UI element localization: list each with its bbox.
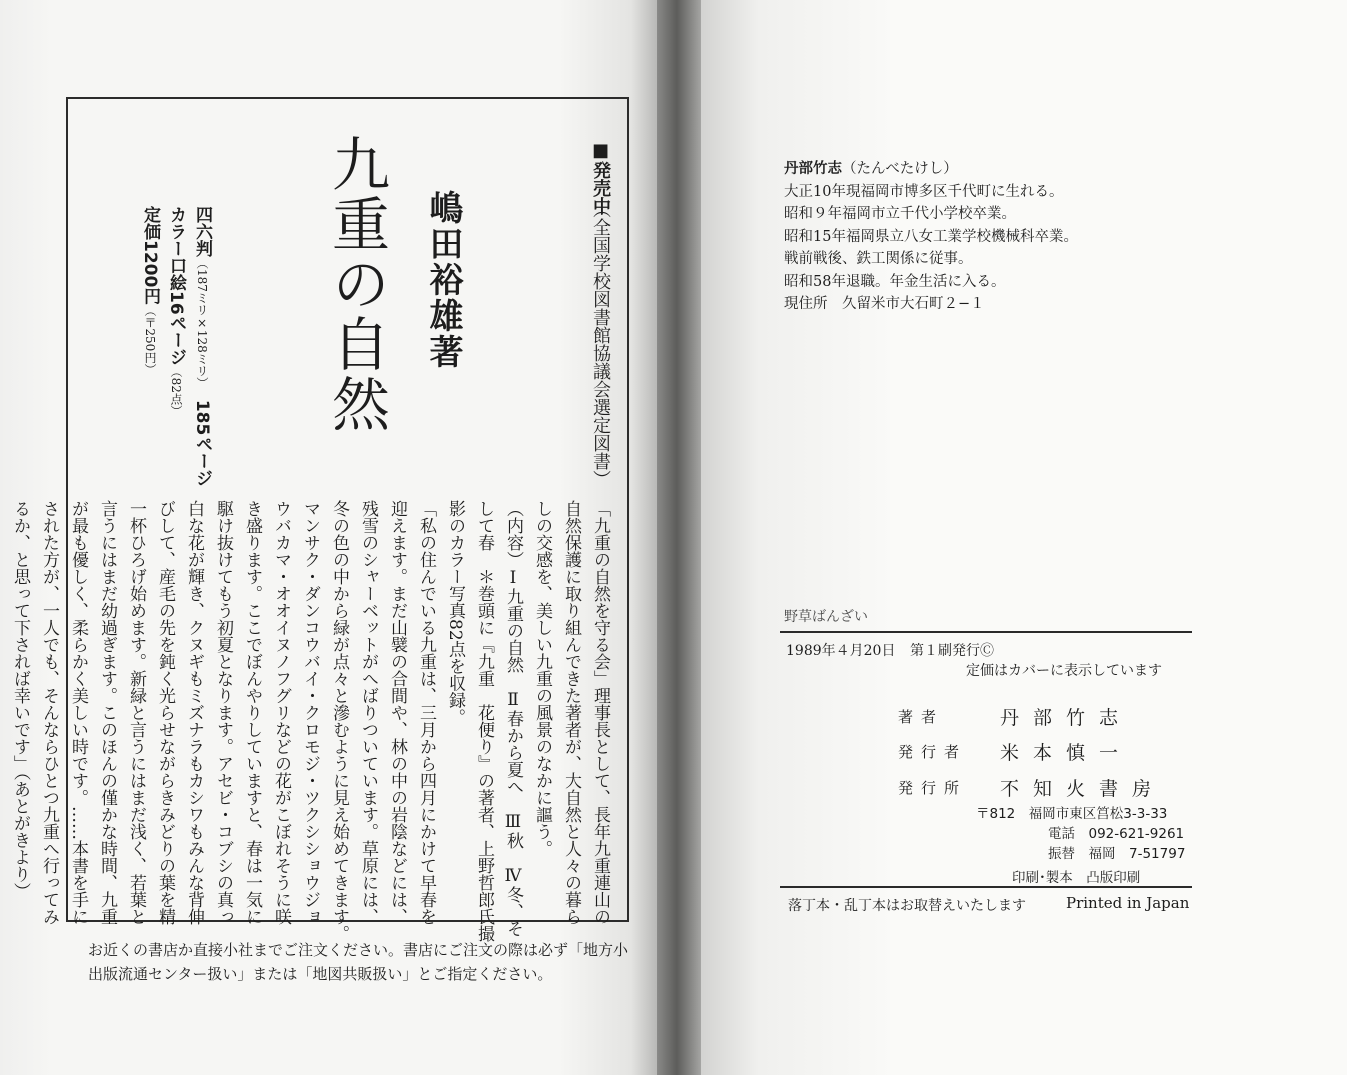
selection-note: （全国学校図書館協議会選定図書） [590, 200, 611, 488]
price-note: 定価はカバーに表示しています [966, 663, 1162, 679]
printer-credit: 印刷･製本 凸版印刷 [1012, 870, 1141, 886]
description-line: びして、産毛の先を鈍く光らせながらきみどりの葉を精 [155, 500, 175, 925]
replacement-note: 落丁本・乱丁本はお取替えいたします [788, 898, 1026, 914]
credit-value-publisher: 米本慎一 [1000, 742, 1133, 764]
description-line: 冬の色の中から緑が点々と滲むように見え始めてきます。 [329, 500, 349, 942]
colophon-book-title: 野草ばんざい [784, 609, 868, 625]
credit-value-author: 丹部竹志 [1000, 707, 1133, 729]
publisher-transfer-account: 振替 福岡 7-51797 [1048, 846, 1186, 862]
colophon-rule-bottom [780, 886, 1192, 888]
bio-line: 昭和15年福岡県立八女工業学校機械科卒業。 [784, 228, 1078, 245]
author-bio [784, 158, 1184, 316]
ad-book-author: 嶋田裕雄著 [423, 190, 463, 370]
description-line: 白な花が輝き、クヌギもミズナラもカシワもみんな背伸 [184, 500, 204, 925]
description-line: 言うにはまだ幼過ぎます。このほんの僅かな時間、九重 [97, 500, 117, 925]
edition-label: 第１刷発行Ⓒ [910, 643, 994, 659]
description-line: るか、と思って下されば幸いです」（あとがきより） [10, 500, 30, 900]
description-line: して春 ＊巻頭に『九重 花便り』の著者、上野哲郎氏撮 [474, 500, 494, 942]
description-line: 「私の住んでいる九重は、三月から四月にかけて早春を [416, 500, 436, 925]
spec-price: 定価1200円（〒250円） [140, 206, 160, 376]
author-name: 丹部竹志 [784, 160, 842, 177]
spec-format: 四六判（187ミリ×128ミリ） 185ページ [192, 206, 212, 487]
description-line: ウバカマ・オオイヌノフグリなどの花がこぼれそうに咲 [271, 500, 291, 925]
description-line: 影のカラー写真82点を収録。 [445, 500, 465, 726]
description-line: 自然保護に取り組んできた著者が、大自然と人々の暮ら [561, 500, 581, 925]
description-line: き盛ります。ここでぼんやりしていますと、春は一気に [242, 500, 262, 925]
description-line: マンサク・ダンコウバイ・クロモジ・ツクシショウジョ [300, 500, 320, 925]
bio-line: 大正10年現福岡市博多区千代町に生れる。 [784, 183, 1064, 200]
credit-label-publishing-house: 発行所 [898, 779, 968, 797]
description-line: 駆け抜けてもう初夏となります。アセビ・コブシの真っ [213, 500, 233, 925]
bio-line: 現住所 久留米市大石町２−１ [784, 296, 985, 312]
bio-line: 昭和９年福岡市立千代小学校卒業。 [784, 206, 1016, 222]
order-line: 出版流通センター扱い」または「地図共販扱い」とご指定ください。 [88, 965, 553, 983]
ad-book-title: 九重の自然 [322, 134, 390, 434]
credit-label-author: 著者 [898, 708, 945, 726]
order-line: お近くの書店か直接小社までご注文ください。書店にご注文の際は必ず「地方小 [88, 941, 629, 959]
colophon-rule-top [780, 631, 1192, 633]
author-reading: （たんべたけし） [842, 161, 958, 177]
description-line: 「九重の自然を守る会」理事長として、長年九重連山の [590, 500, 610, 925]
order-instructions [88, 938, 648, 986]
publisher-phone: 電話 092-621-9261 [1048, 826, 1185, 842]
credit-label-publisher: 発行者 [898, 743, 968, 761]
description-line: が最も優しく、柔らかく美しい時です。……本書を手に [68, 500, 88, 925]
ad-description [10, 500, 614, 942]
book-gutter [657, 0, 701, 1075]
publisher-address: 〒812 福岡市東区筥松3-3-33 [976, 806, 1168, 822]
bio-line: 昭和58年退職。年金生活に入る。 [784, 273, 1006, 290]
description-line: された方が、一人でも、そんならひとつ九重へ行ってみ [39, 500, 59, 925]
credit-value-publishing-house: 不知火書房 [1000, 778, 1166, 800]
spec-color-plates: カラー口絵16ページ（82点） [166, 206, 186, 417]
description-line: しの交感を、美しい九重の風景のなかに謳う。 [532, 500, 552, 857]
description-line: 一杯ひろげ始めます。新緑と言うにはまだ浅く、若葉と [126, 500, 146, 925]
bio-line: 戦前戦後、鉄工関係に従事。 [784, 251, 973, 267]
printed-in-japan: Printed in Japan [1066, 894, 1190, 912]
description-line: （内容）Ⅰ九重の自然 Ⅱ春から夏へ Ⅲ秋 Ⅳ冬、そ [503, 500, 523, 937]
description-line: 迎えます。まだ山襞の合間や、林の中の岩陰などには、 [387, 500, 407, 925]
publication-date: 1989年４月20日 [786, 643, 896, 659]
on-sale-label: ■発売中 [590, 140, 611, 215]
description-line: 残雪のシャーベットがへばりついています。草原には、 [358, 500, 378, 925]
